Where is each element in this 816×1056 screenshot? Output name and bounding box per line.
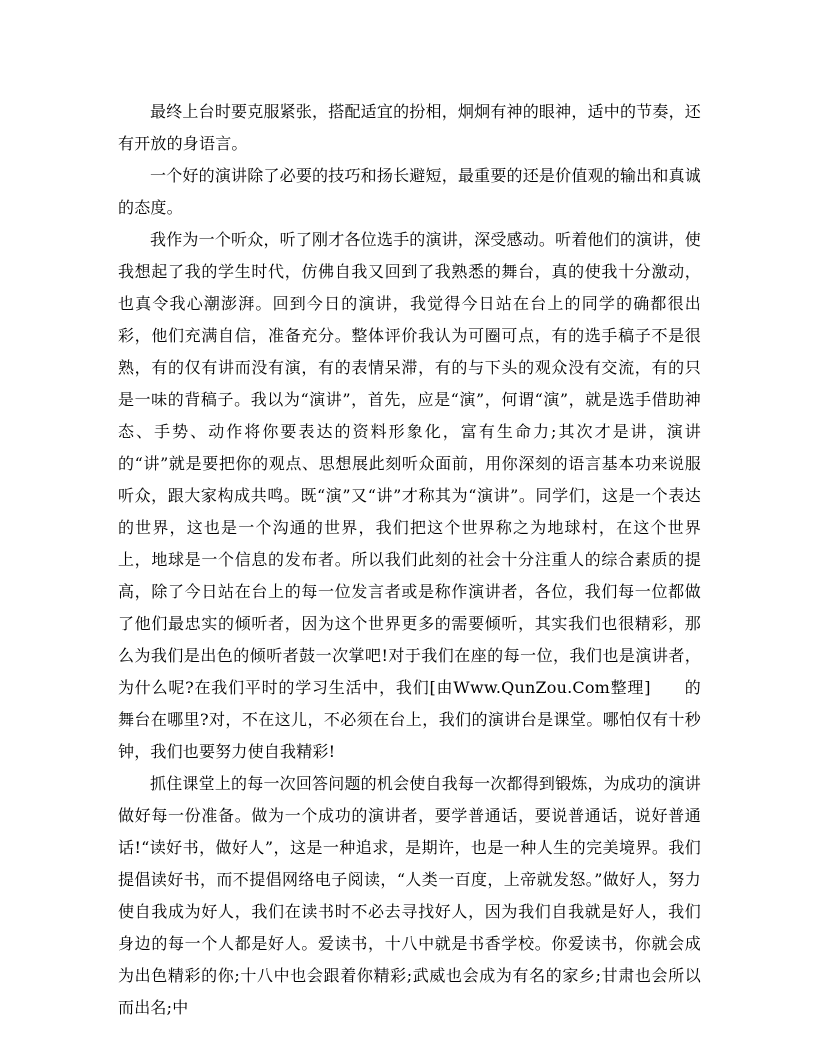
paragraph-listener-review: 我作为一个听众，听了刚才各位选手的演讲，深受感动。听着他们的演讲，使我想起了我的学生时代，仿佛自我又回到了我熟悉的舞台，真的使我十分激动，也真令我心潮澎湃。回到今日的演讲，我觉得今日站在台上的同学的确都很出彩，他们充满自信，准备充分。整体评价我认为可圈可点，有的选手稿子不是很熟，有的仅有讲而没有演，有的表情呆滞，有的与下头的观众没有交流，有的只是一味的背稿子。我以为“演讲”，首先，应是“演”，何谓“演”，就是选手借助神态、手势、动作将你要表达的资料形象化，富有生命力;其次才是讲，演讲的“讲”就是要把你的观点、思想展此刻听众面前，用你深刻的语言基本功来说服听众，跟大家构成共鸣。既“演”又“讲”才称其为“演讲”。同学们，这是一个表达的世界，这也是一个沟通的世界，我们把这个世界称之为地球村，在这个世界上，地球是一个信息的发布者。所以我们此刻的社会十分注重人的综合素质的提高，除了今日站在台上的每一位发言者或是称作演讲者，各位，我们每一位都做了他们最忠实的倾听者，因为这个世界更多的需要倾听，其实我们也很精彩，那么为我们是出色的倾听者鼓一次掌吧!对于我们在座的每一位，我们也是演讲者，为什么呢?在我们平时的学习生活中，我们[由Www.QunZou.Com整理] 的舞台在哪里?对，不在这儿，不必须在台上，我们的演讲台是课堂。哪怕仅有十秒钟，我们也要努力使自我精彩! — [118, 230, 701, 761]
paragraph-good-speech: 一个好的演讲除了必要的技巧和扬长避短，最重要的还是价值观的输出和真诚的态度。 — [118, 166, 701, 217]
paragraph-classroom-practice: 抓住课堂上的每一次回答问题的机会使自我每一次都得到锻炼，为成功的演讲做好每一份准备。做为一个成功的演讲者，要学普通话，要说普通话，说好普通话!“读好书，做好人”，这是一种追求，是期许，也是一种人生的完美境界。我们提倡读好书，而不提倡网络电子阅读，“人类一百度，上帝就发怒。”做好人，努力使自我成为好人，我们在读书时不必去寻找好人，因为我们自我就是好人，我们身边的每一个人都是好人。爱读书，十八中就是书香学校。你爱读书，你就会成为出色精彩的你;十八中也会跟着你精彩;武威也会成为有名的家乡;甘肃也会所以而出名;中 — [118, 774, 701, 1017]
document-body — [118, 96, 701, 1024]
paragraph-stage-presence: 最终上台时要克服紧张，搭配适宜的扮相，炯炯有神的眼神，适中的节奏，还有开放的身语言。 — [118, 102, 701, 153]
